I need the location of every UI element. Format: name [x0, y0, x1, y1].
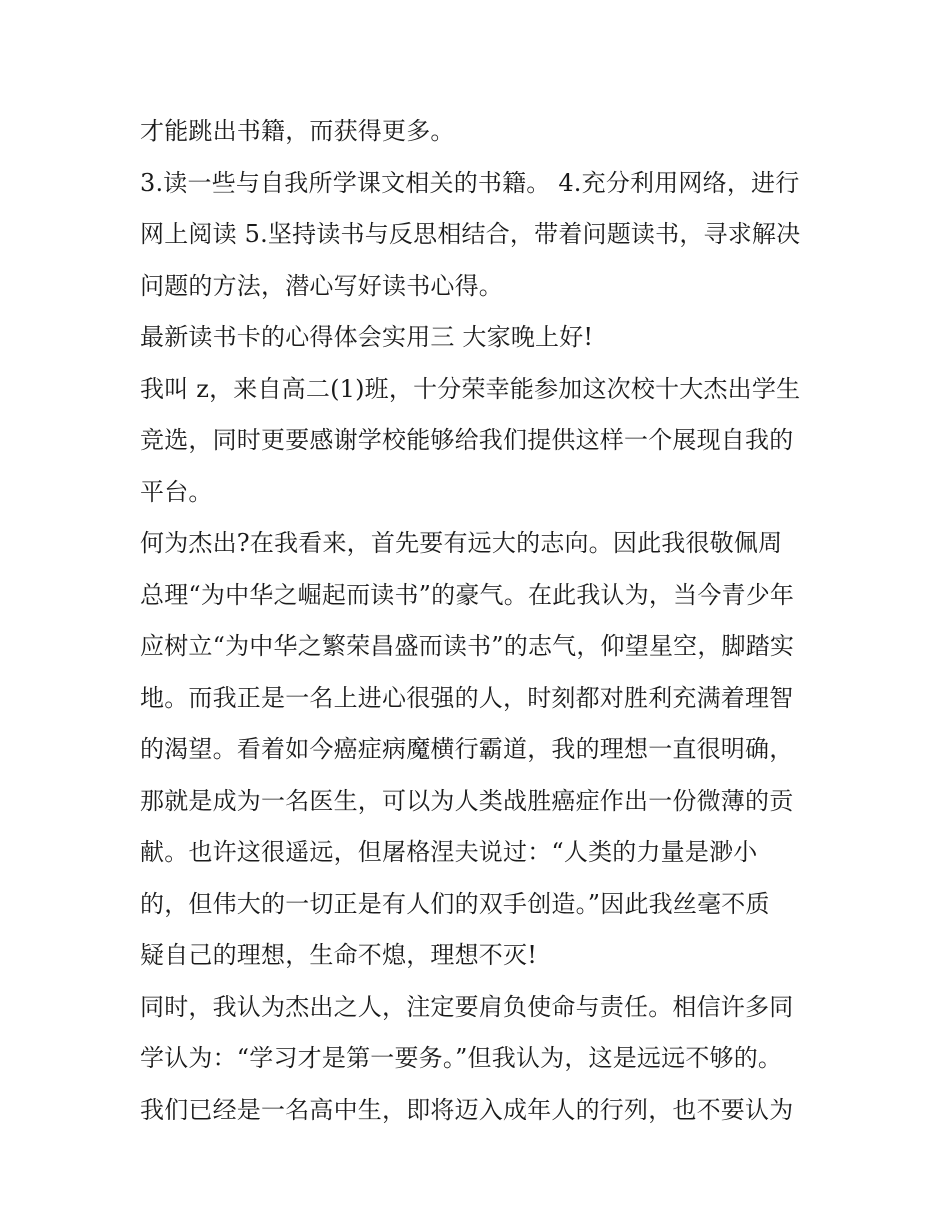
- text-line: 何为杰出?在我看来，首先要有远大的志向。因此我很敬佩周: [140, 529, 783, 557]
- text-line: 应树立“为中华之繁荣昌盛而读书”的志气，仰望星空，脚踏实: [140, 632, 795, 660]
- text-line: 疑自己的理想，生命不熄，理想不灭!: [140, 941, 538, 969]
- text-line: 同时，我认为杰出之人，注定要肩负使命与责任。相信许多同: [140, 992, 794, 1021]
- text-line: 3.读一些与自我所学课文相关的书籍。 4.充分利用网络，进行: [140, 168, 800, 197]
- text-line: 我们已经是一名高中生，即将迈入成年人的行列，也不要认为: [140, 1095, 794, 1124]
- text-line: 的，但伟大的一切正是有人们的双手创造。”因此我丝毫不质: [140, 889, 770, 918]
- text-line: 我叫 z，来自高二(1)班，十分荣幸能参加这次校十大杰出学生: [140, 374, 801, 403]
- text-line: 学认为：“学习才是第一要务。”但我认为，这是远远不够的。: [140, 1044, 783, 1072]
- section-heading-line: 最新读书卡的心得体会实用三 大家晚上好!: [140, 323, 594, 351]
- text-line: 才能跳出书籍，而获得更多。: [140, 117, 455, 145]
- text-line: 总理“为中华之崛起而读书”的豪气。在此我认为，当今青少年: [140, 580, 795, 609]
- text-line: 那就是成为一名医生，可以为人类战胜癌症作出一份微薄的贡: [140, 786, 794, 815]
- document-body: [140, 106, 820, 1136]
- text-line: 问题的方法，潜心写好读书心得。: [140, 271, 503, 300]
- text-line: 地。而我正是一名上进心很强的人，时刻都对胜利充满着理智: [140, 683, 794, 712]
- text-line: 竞选，同时更要感谢学校能够给我们提供这样一个展现自我的: [140, 426, 794, 454]
- text-line: 平台。: [140, 477, 213, 506]
- text-line: 献。也许这很遥远，但屠格涅夫说过：“人类的力量是渺小: [140, 838, 758, 866]
- text-line: 网上阅读 5.坚持读书与反思相结合，带着问题读书，寻求解决: [140, 220, 801, 248]
- text-line: 的渴望。看着如今癌症病魔横行霸道，我的理想一直很明确，: [140, 735, 794, 763]
